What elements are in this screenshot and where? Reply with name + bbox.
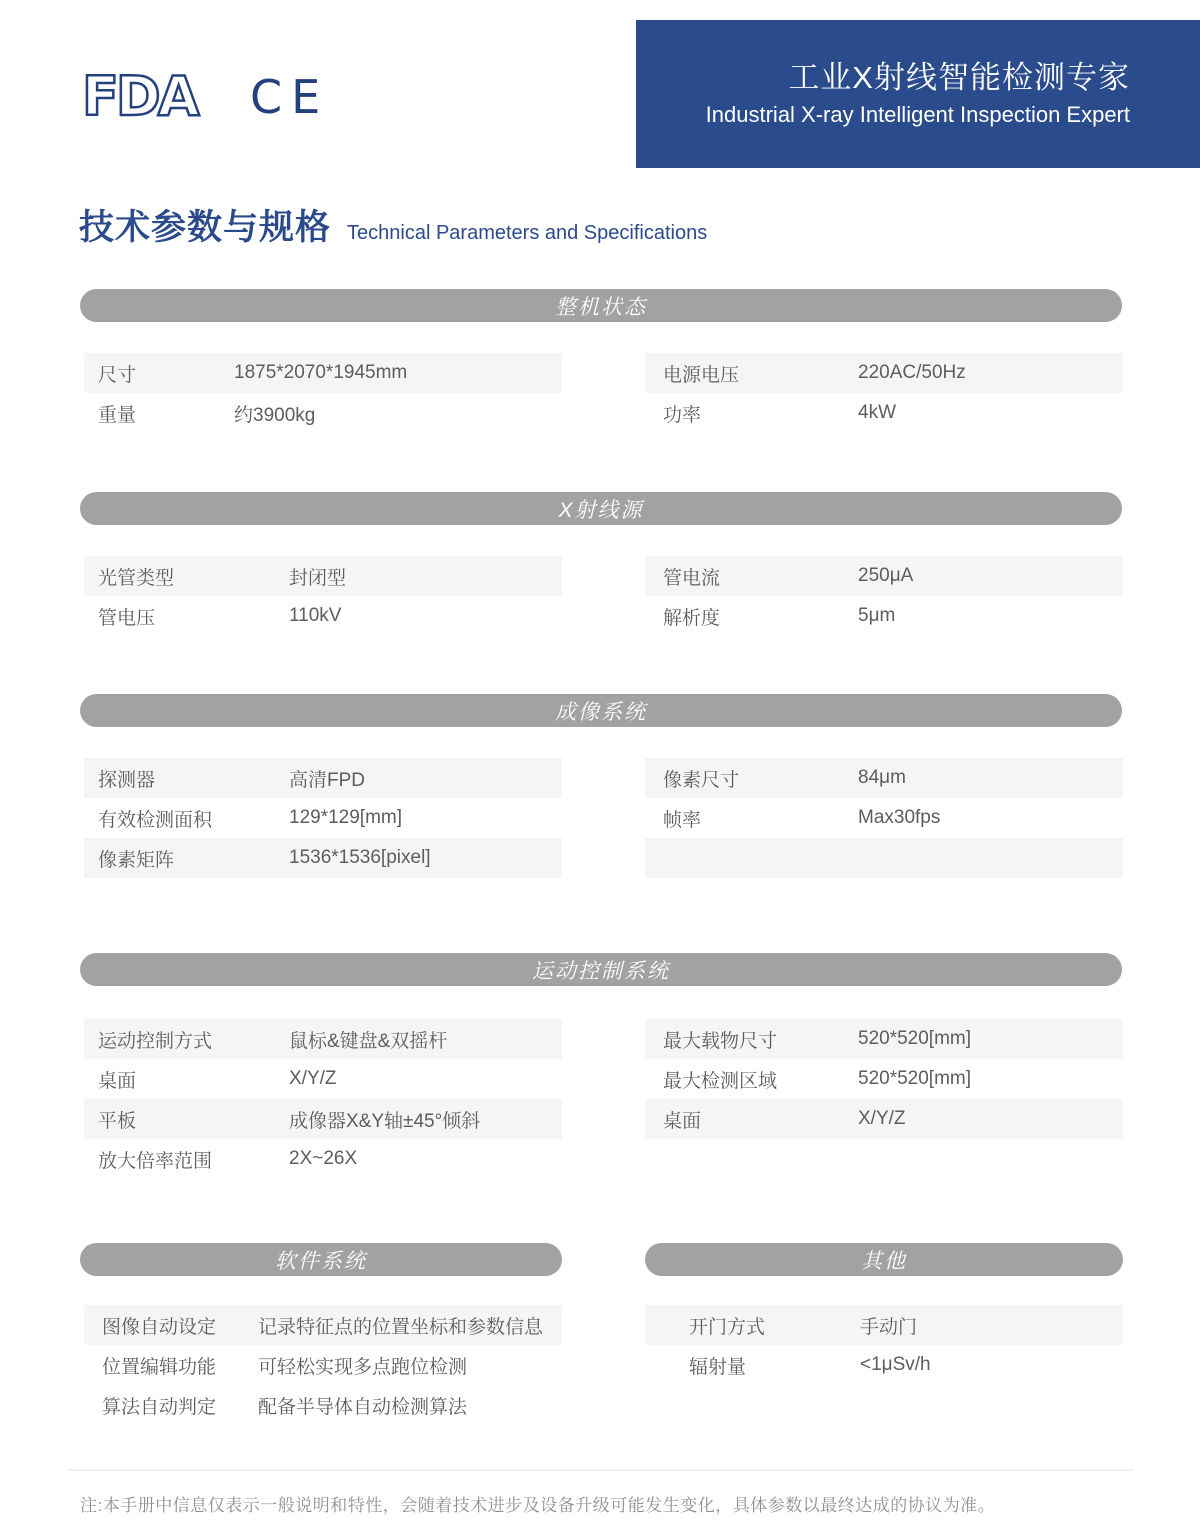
spec-label: 功率 <box>663 404 702 426</box>
xray-source-table-right <box>645 556 1123 636</box>
spec-row <box>645 758 1123 798</box>
footer-note: 注:本手册中信息仅表示一般说明和特性，会随着技术进步及设备升级可能发生变化，具体参数以最终达成的协议为准。 <box>80 1496 996 1515</box>
spec-label: 有效检测面积 <box>98 809 213 831</box>
spec-value: 1536*1536[pixel] <box>289 847 431 868</box>
spec-row <box>645 798 1123 838</box>
spec-label: 位置编辑功能 <box>102 1356 217 1378</box>
banner-title-zh: 工业X射线智能检测专家 <box>788 60 1130 96</box>
motion-control-table-right <box>645 1019 1123 1139</box>
software-system-table <box>84 1305 562 1425</box>
spec-label: 图像自动设定 <box>102 1316 217 1338</box>
spec-row <box>84 1345 562 1385</box>
imaging-system-table-left <box>84 758 562 878</box>
spec-label: 帧率 <box>663 809 702 831</box>
section-bar-machine-status: 整机状态 <box>80 289 1122 322</box>
spec-label: 像素尺寸 <box>663 769 740 791</box>
section-bar-xray-source: X射线源 <box>80 492 1122 525</box>
spec-label: 尺寸 <box>98 364 137 386</box>
spec-value: 5μm <box>858 605 896 626</box>
banner-title-en: Industrial X-ray Intelligent Inspection Expert <box>705 101 1130 127</box>
spec-row <box>84 393 562 433</box>
spec-row <box>84 1139 562 1179</box>
spec-label: 开门方式 <box>689 1316 766 1338</box>
spec-value: 约3900kg <box>234 404 316 426</box>
certification-logos <box>80 64 344 128</box>
spec-value: 84μm <box>858 767 906 788</box>
section-bar-software-system: 软件系统 <box>80 1243 562 1276</box>
spec-value: X/Y/Z <box>858 1108 906 1129</box>
spec-row <box>84 1305 562 1345</box>
spec-label: 电源电压 <box>663 364 740 386</box>
spec-value: 4kW <box>858 402 896 423</box>
fda-logo-text: FDA <box>82 65 197 128</box>
spec-row <box>645 556 1123 596</box>
spec-label: 运动控制方式 <box>98 1030 213 1052</box>
spec-value: 记录特征点的位置坐标和参数信息 <box>258 1316 544 1338</box>
section-bar-others: 其他 <box>645 1243 1123 1276</box>
spec-value: X/Y/Z <box>289 1068 337 1089</box>
spec-value: 129*129[mm] <box>289 807 403 828</box>
spec-value: <1μSv/h <box>860 1354 931 1375</box>
spec-row <box>84 1019 562 1059</box>
page-title-zh: 技术参数与规格 <box>79 208 332 247</box>
page-title-en: Technical Parameters and Specifications <box>347 222 708 244</box>
spec-row <box>84 1099 562 1139</box>
spec-label: 光管类型 <box>98 567 175 589</box>
spec-label: 最大检测区域 <box>663 1070 778 1092</box>
spec-label: 算法自动判定 <box>102 1396 217 1418</box>
spec-row <box>645 1019 1123 1059</box>
spec-value: 高清FPD <box>289 769 366 791</box>
spec-label: 探测器 <box>98 769 156 791</box>
spec-value: 220AC/50Hz <box>858 362 966 383</box>
spec-row <box>84 758 562 798</box>
motion-control-table-left <box>84 1019 562 1179</box>
spec-row <box>645 1059 1123 1099</box>
spec-label: 桌面 <box>663 1110 702 1132</box>
spec-row <box>84 556 562 596</box>
page-title <box>79 200 707 250</box>
spec-label: 最大载物尺寸 <box>663 1030 778 1052</box>
spec-row <box>645 1345 1123 1385</box>
spec-label: 重量 <box>98 404 137 426</box>
spec-row <box>84 798 562 838</box>
spec-value: 110kV <box>289 605 342 626</box>
ce-mark-text: CE <box>250 70 330 123</box>
spec-value: 封闭型 <box>289 567 347 589</box>
machine-status-table-left <box>84 353 562 433</box>
imaging-system-table-right <box>645 758 1123 878</box>
section-bar-motion-control: 运动控制系统 <box>80 953 1122 986</box>
spec-row <box>645 353 1123 393</box>
machine-status-table-right <box>645 353 1123 433</box>
spec-label: 管电流 <box>663 567 721 589</box>
spec-value: 2X~26X <box>289 1148 358 1169</box>
spec-row <box>645 1099 1123 1139</box>
spec-label: 辐射量 <box>689 1356 747 1378</box>
spec-value: Max30fps <box>858 807 941 828</box>
spec-row <box>645 393 1123 433</box>
others-table <box>645 1305 1123 1385</box>
spec-label: 放大倍率范围 <box>98 1150 213 1172</box>
spec-row <box>84 596 562 636</box>
fda-logo <box>80 64 222 128</box>
spec-row <box>84 353 562 393</box>
spec-value: 配备半导体自动检测算法 <box>258 1396 468 1418</box>
spec-value: 520*520[mm] <box>858 1068 972 1089</box>
spec-value: 手动门 <box>860 1316 918 1338</box>
spec-value: 250μA <box>858 565 914 586</box>
spec-label: 管电压 <box>98 607 156 629</box>
spec-row <box>84 1059 562 1099</box>
header-banner <box>636 20 1200 168</box>
spec-value: 成像器X&Y轴±45°倾斜 <box>289 1110 481 1132</box>
spec-label: 平板 <box>98 1110 137 1132</box>
spec-value: 可轻松实现多点跑位检测 <box>258 1356 468 1378</box>
spec-row-empty <box>645 838 1123 878</box>
ce-mark <box>248 69 344 123</box>
spec-value: 520*520[mm] <box>858 1028 972 1049</box>
section-bar-imaging-system: 成像系统 <box>80 694 1122 727</box>
spec-row <box>84 1385 562 1425</box>
spec-label: 像素矩阵 <box>98 849 175 871</box>
xray-source-table-left <box>84 556 562 636</box>
spec-label: 桌面 <box>98 1070 137 1092</box>
spec-row <box>645 596 1123 636</box>
spec-label: 解析度 <box>663 607 721 629</box>
spec-value: 1875*2070*1945mm <box>234 362 408 383</box>
spec-row <box>84 838 562 878</box>
spec-row <box>645 1305 1123 1345</box>
spec-value: 鼠标&键盘&双摇杆 <box>289 1030 448 1052</box>
footer-divider <box>68 1469 1134 1471</box>
